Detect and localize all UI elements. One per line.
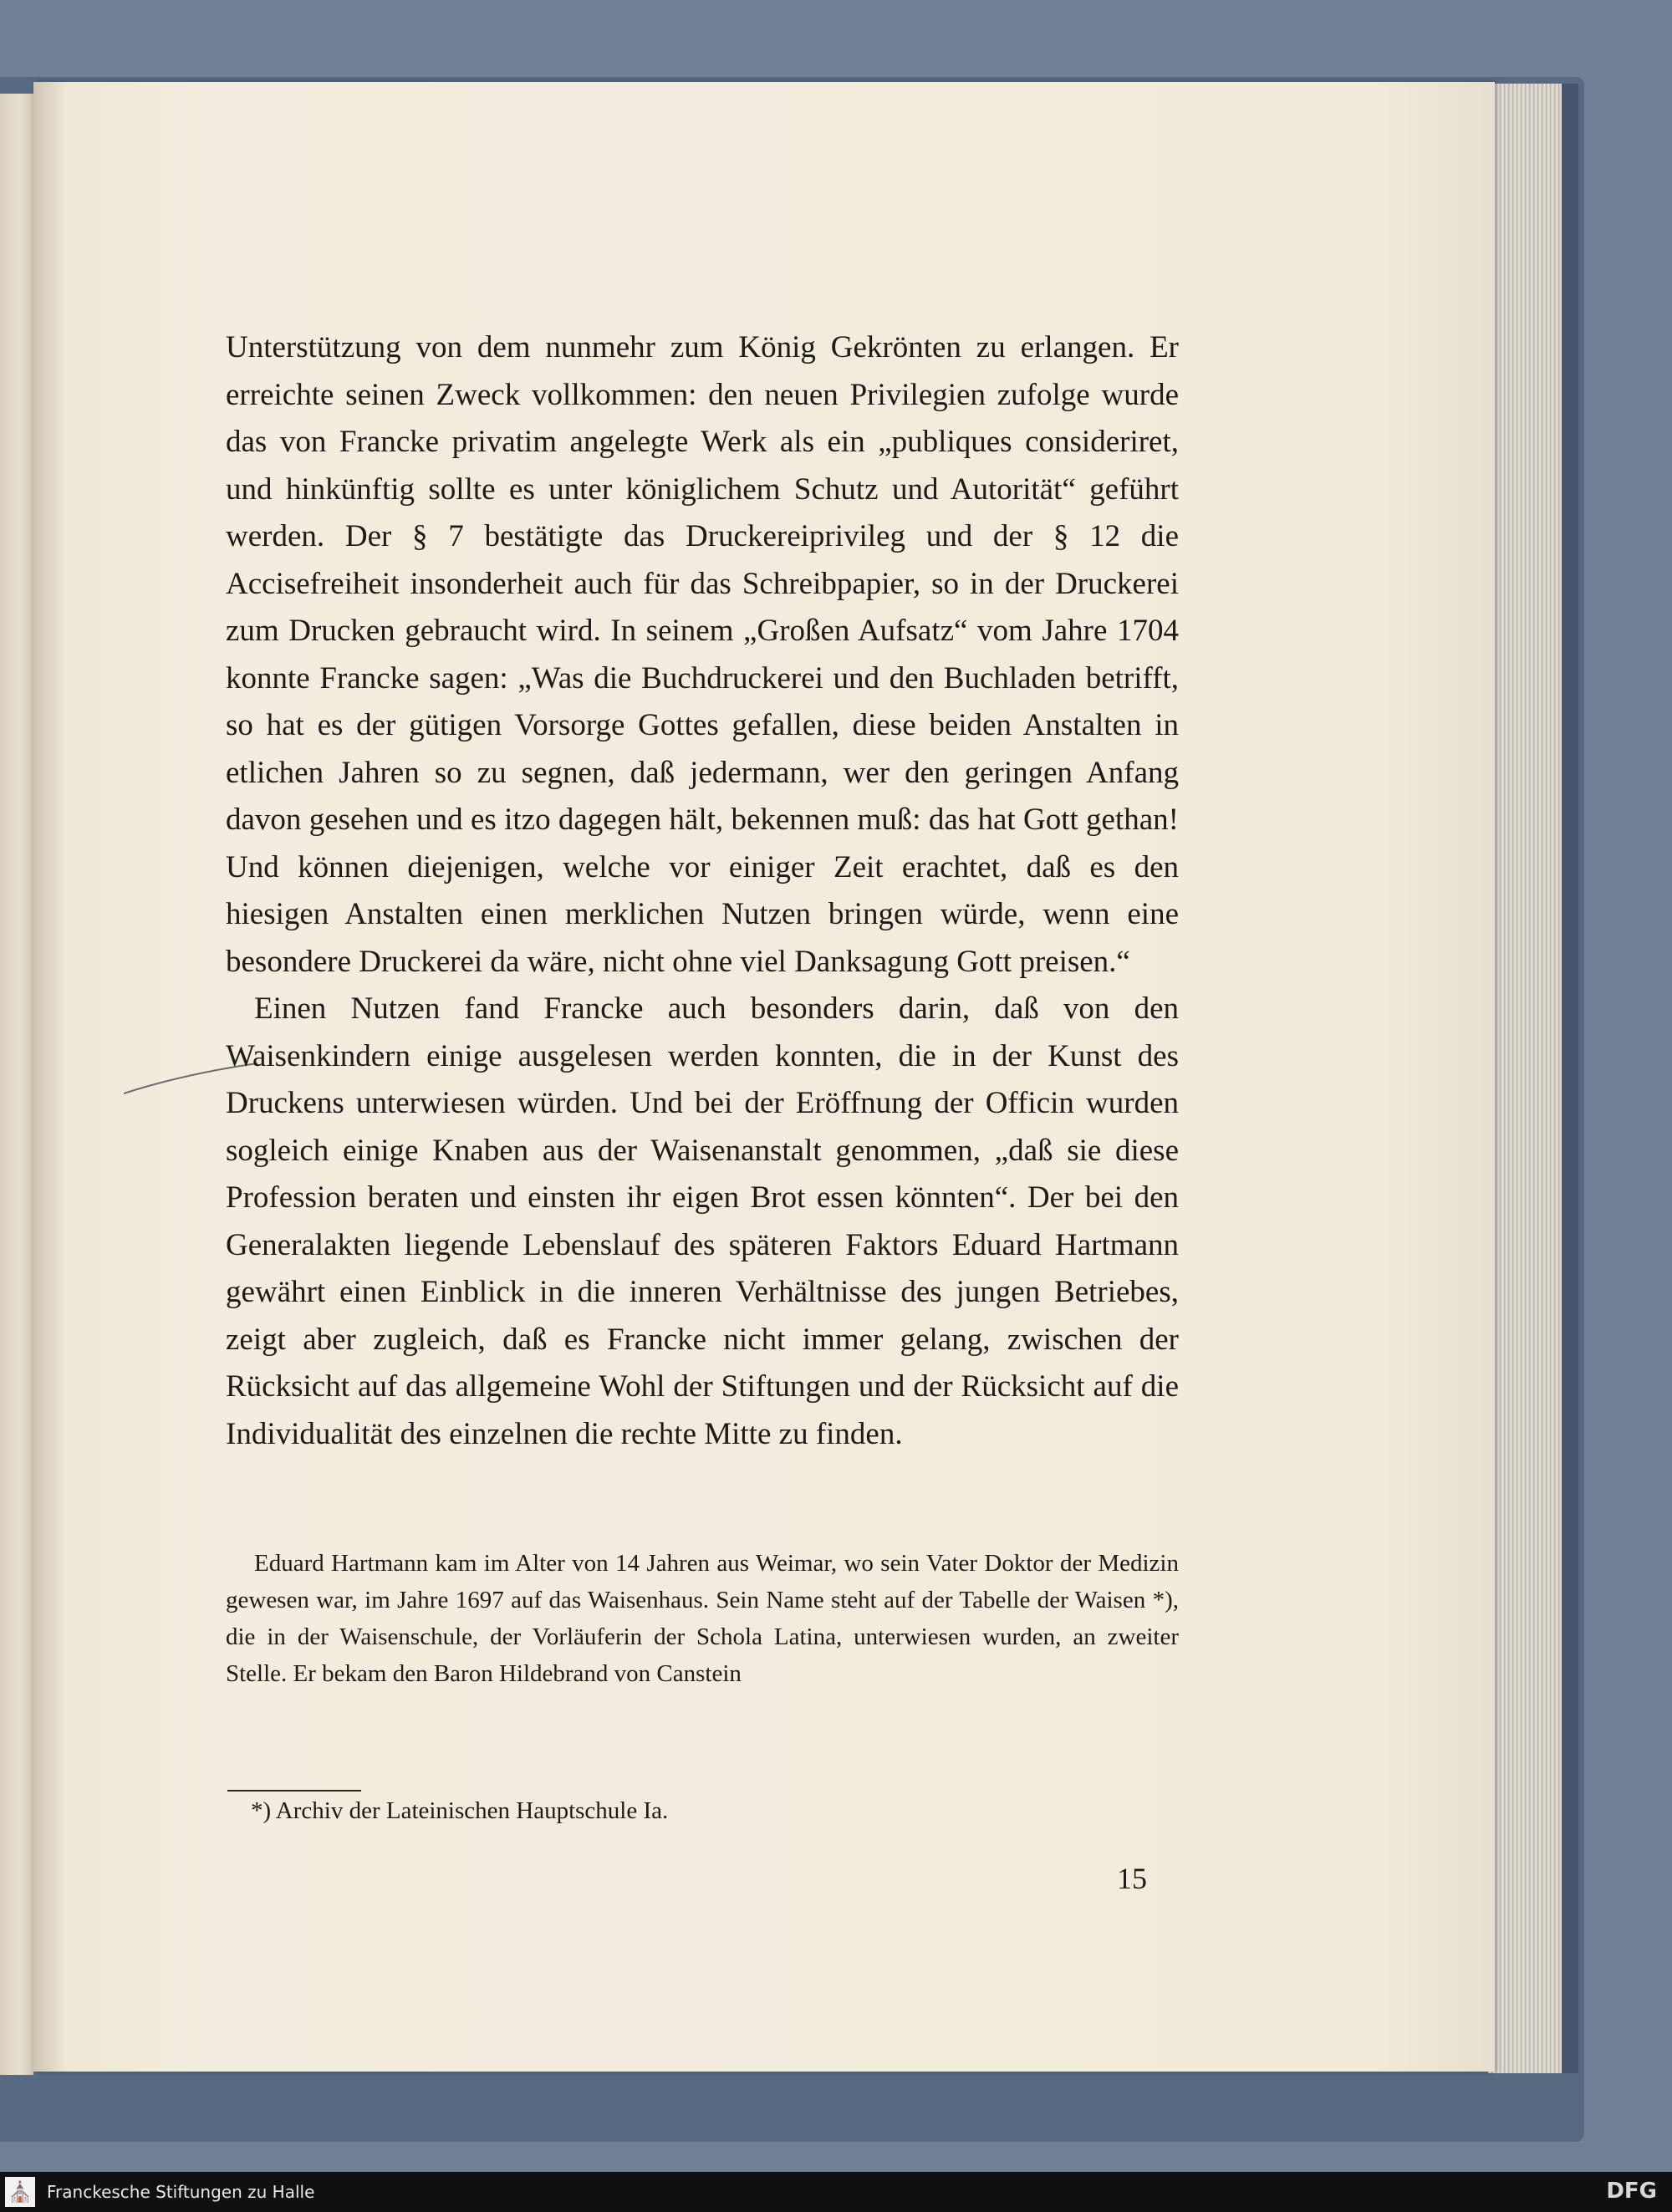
book-page <box>33 82 1495 2072</box>
footnote-divider <box>227 1790 361 1792</box>
paragraph-2: Einen Nutzen fand Francke auch besonders darin, daß von den Waisenkindern einige ausgelesen werden konnten, die in der Kunst des Druckens unterwiesen würden. Und bei der Eröffnung der Officin wurden sogleich einige Knaben aus der Waisenanstalt genommen, „daß sie diese Profession beraten und einsten ihr eigen Brot essen könnten“. Der bei den Generalakten liegende Lebenslauf des späteren Faktors Eduard Hartmann gewährt einen Einblick in die inneren Verhältnisse des jungen Betriebes, zeigt aber zugleich, daß es Francke nicht immer gelang, zwischen der Rücksicht auf das allgemeine Wohl der Stiftungen und der Rücksicht auf die Individualität des einzelnen die rechte Mitte zu finden. <box>226 991 1179 1451</box>
small-print-text <box>226 1545 1179 1692</box>
foundation-emblem-icon[interactable]: ⛪ <box>5 2177 35 2207</box>
page-block-edges <box>1488 84 1562 2073</box>
dfg-logo[interactable]: DFG <box>1606 2179 1657 2204</box>
paragraph-1: Unterstützung von dem nunmehr zum König Gekrönten zu erlangen. Er erreichte seinen Zweck vollkommen: den neuen Privilegien zufolge wurde das von Francke privatim angelegte Werk als ein „publiques consideriret, und hinkünftig sollte es unter königlichem Schutz und Autorität“ geführt werden. Der § 7 bestätigte das Druckereiprivileg und der § 12 die Accisefreiheit insonderheit auch für das Schreibpapier, so in der Druckerei zum Drucken gebraucht wird. In seinem „Großen Aufsatz“ vom Jahre 1704 konnte Francke sagen: „Was die Buchdruckerei und den Buchladen betrifft, so hat es der gütigen Vorsorge Gottes gefallen, diese beiden Anstalten in etlichen Jahren so zu segnen, daß jedermann, wer den geringen Anfang davon gesehen und es itzo dagegen hält, bekennen muß: das hat Gott gethan! Und können diejenigen, welche vor einiger Zeit erachtet, daß es den hiesigen Anstalten einen merklichen Nutzen bringen würde, wenn eine besondere Druckerei da wäre, nicht ohne viel Danksagung Gott preisen.“ <box>226 330 1179 979</box>
institution-name[interactable]: Franckesche Stiftungen zu Halle <box>47 2182 315 2202</box>
footnote: *) Archiv der Lateinischen Hauptschule Ia. <box>251 1797 669 1824</box>
viewer-footer <box>0 2172 1672 2212</box>
cover-edge <box>1562 84 1578 2073</box>
previous-page-edge <box>0 94 33 2075</box>
page-number: 15 <box>1117 1862 1147 1895</box>
small-paragraph: Eduard Hartmann kam im Alter von 14 Jahren aus Weimar, wo sein Vater Doktor der Medizin gewesen war, im Jahre 1697 auf das Waisenhaus. Sein Name steht auf der Tabelle der Waisen *), die in der Waisenschule, der Vorläuferin der Schola Latina, unterwiesen wurden, an zweiter Stelle. Er bekam den Baron Hildebrand von Canstein <box>226 1550 1179 1687</box>
main-text <box>226 324 1179 1458</box>
